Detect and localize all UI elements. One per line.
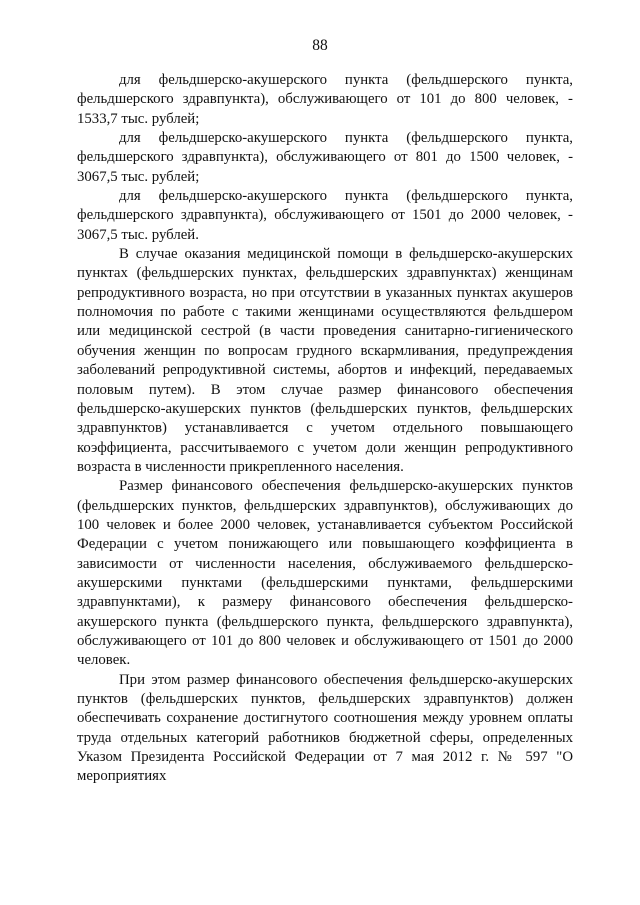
paragraph-financing-size: Размер финансового обеспечения фельдшерско-акушерских пунктов (фельдшерских пунктов, фельдшерских здравпунктов), обслуживающих до 100 человек и более 2000 человек, устанавливается субъектом Российской Федерации с учетом понижающего или повышающего коэффициента в зависимости от численности населения, обслуживаемого фельдшерско-акушерскими пунктами (фельдшерскими пунктами, фельдшерскими здравпунктами), к размеру финансового обеспечения фельдшерско-акушерского пункта (фельдшерского пункта, фельдшерского здравпункта), обслуживающего от 101 до 800 человек и обслуживающего от 1501 до 2000 человек. (77, 478, 573, 669)
page-number: 88 (312, 37, 328, 54)
paragraph-fap-801-1500: для фельдшерско-акушерского пункта (фельдшерского пункта, фельдшерского здравпункта), обслуживающего от 801 до 1500 человек, - 3067,5 тыс. рублей; (77, 130, 573, 185)
body-text (77, 71, 573, 787)
paragraph-reproductive-age: В случае оказания медицинской помощи в фельдшерско-акушерских пунктах (фельдшерских пунктах, фельдшерских здравпунктах) женщинам репродуктивного возраста, но при отсутствии в указанных пунктах акушеров полномочия по работе с такими женщинами осуществляются фельдшером или медицинской сестрой (в части проведения санитарно-гигиенического обучения женщин по вопросам грудного вскармливания, предупреждения заболеваний репродуктивной системы, абортов и инфекций, передаваемых половым путем). В этом случае размер финансового обеспечения фельдшерско-акушерских пунктов (фельдшерских пунктов, фельдшерских здравпунктов) устанавливается с учетом отдельного повышающего коэффициента, рассчитываемого с учетом доли женщин репродуктивного возраста в численности прикрепленного населения. (77, 246, 573, 475)
paragraph-fap-1501-2000: для фельдшерско-акушерского пункта (фельдшерского пункта, фельдшерского здравпункта), обслуживающего от 1501 до 2000 человек, - 3067,5 тыс. рублей. (77, 188, 573, 243)
paragraph-salary-ratio: При этом размер финансового обеспечения фельдшерско-акушерских пунктов (фельдшерских пунктов, фельдшерских здравпунктов) должен обеспечивать сохранение достигнутого соотношения между уровнем оплаты труда отдельных категорий работников бюджетной сферы, определенных Указом Президента Российской Федерации от 7 мая 2012 г. № 597 "О мероприятиях (77, 671, 573, 785)
paragraph-fap-101-800: для фельдшерско-акушерского пункта (фельдшерского пункта, фельдшерского здравпункта), обслуживающего от 101 до 800 человек, - 1533,7 тыс. рублей; (77, 72, 573, 127)
